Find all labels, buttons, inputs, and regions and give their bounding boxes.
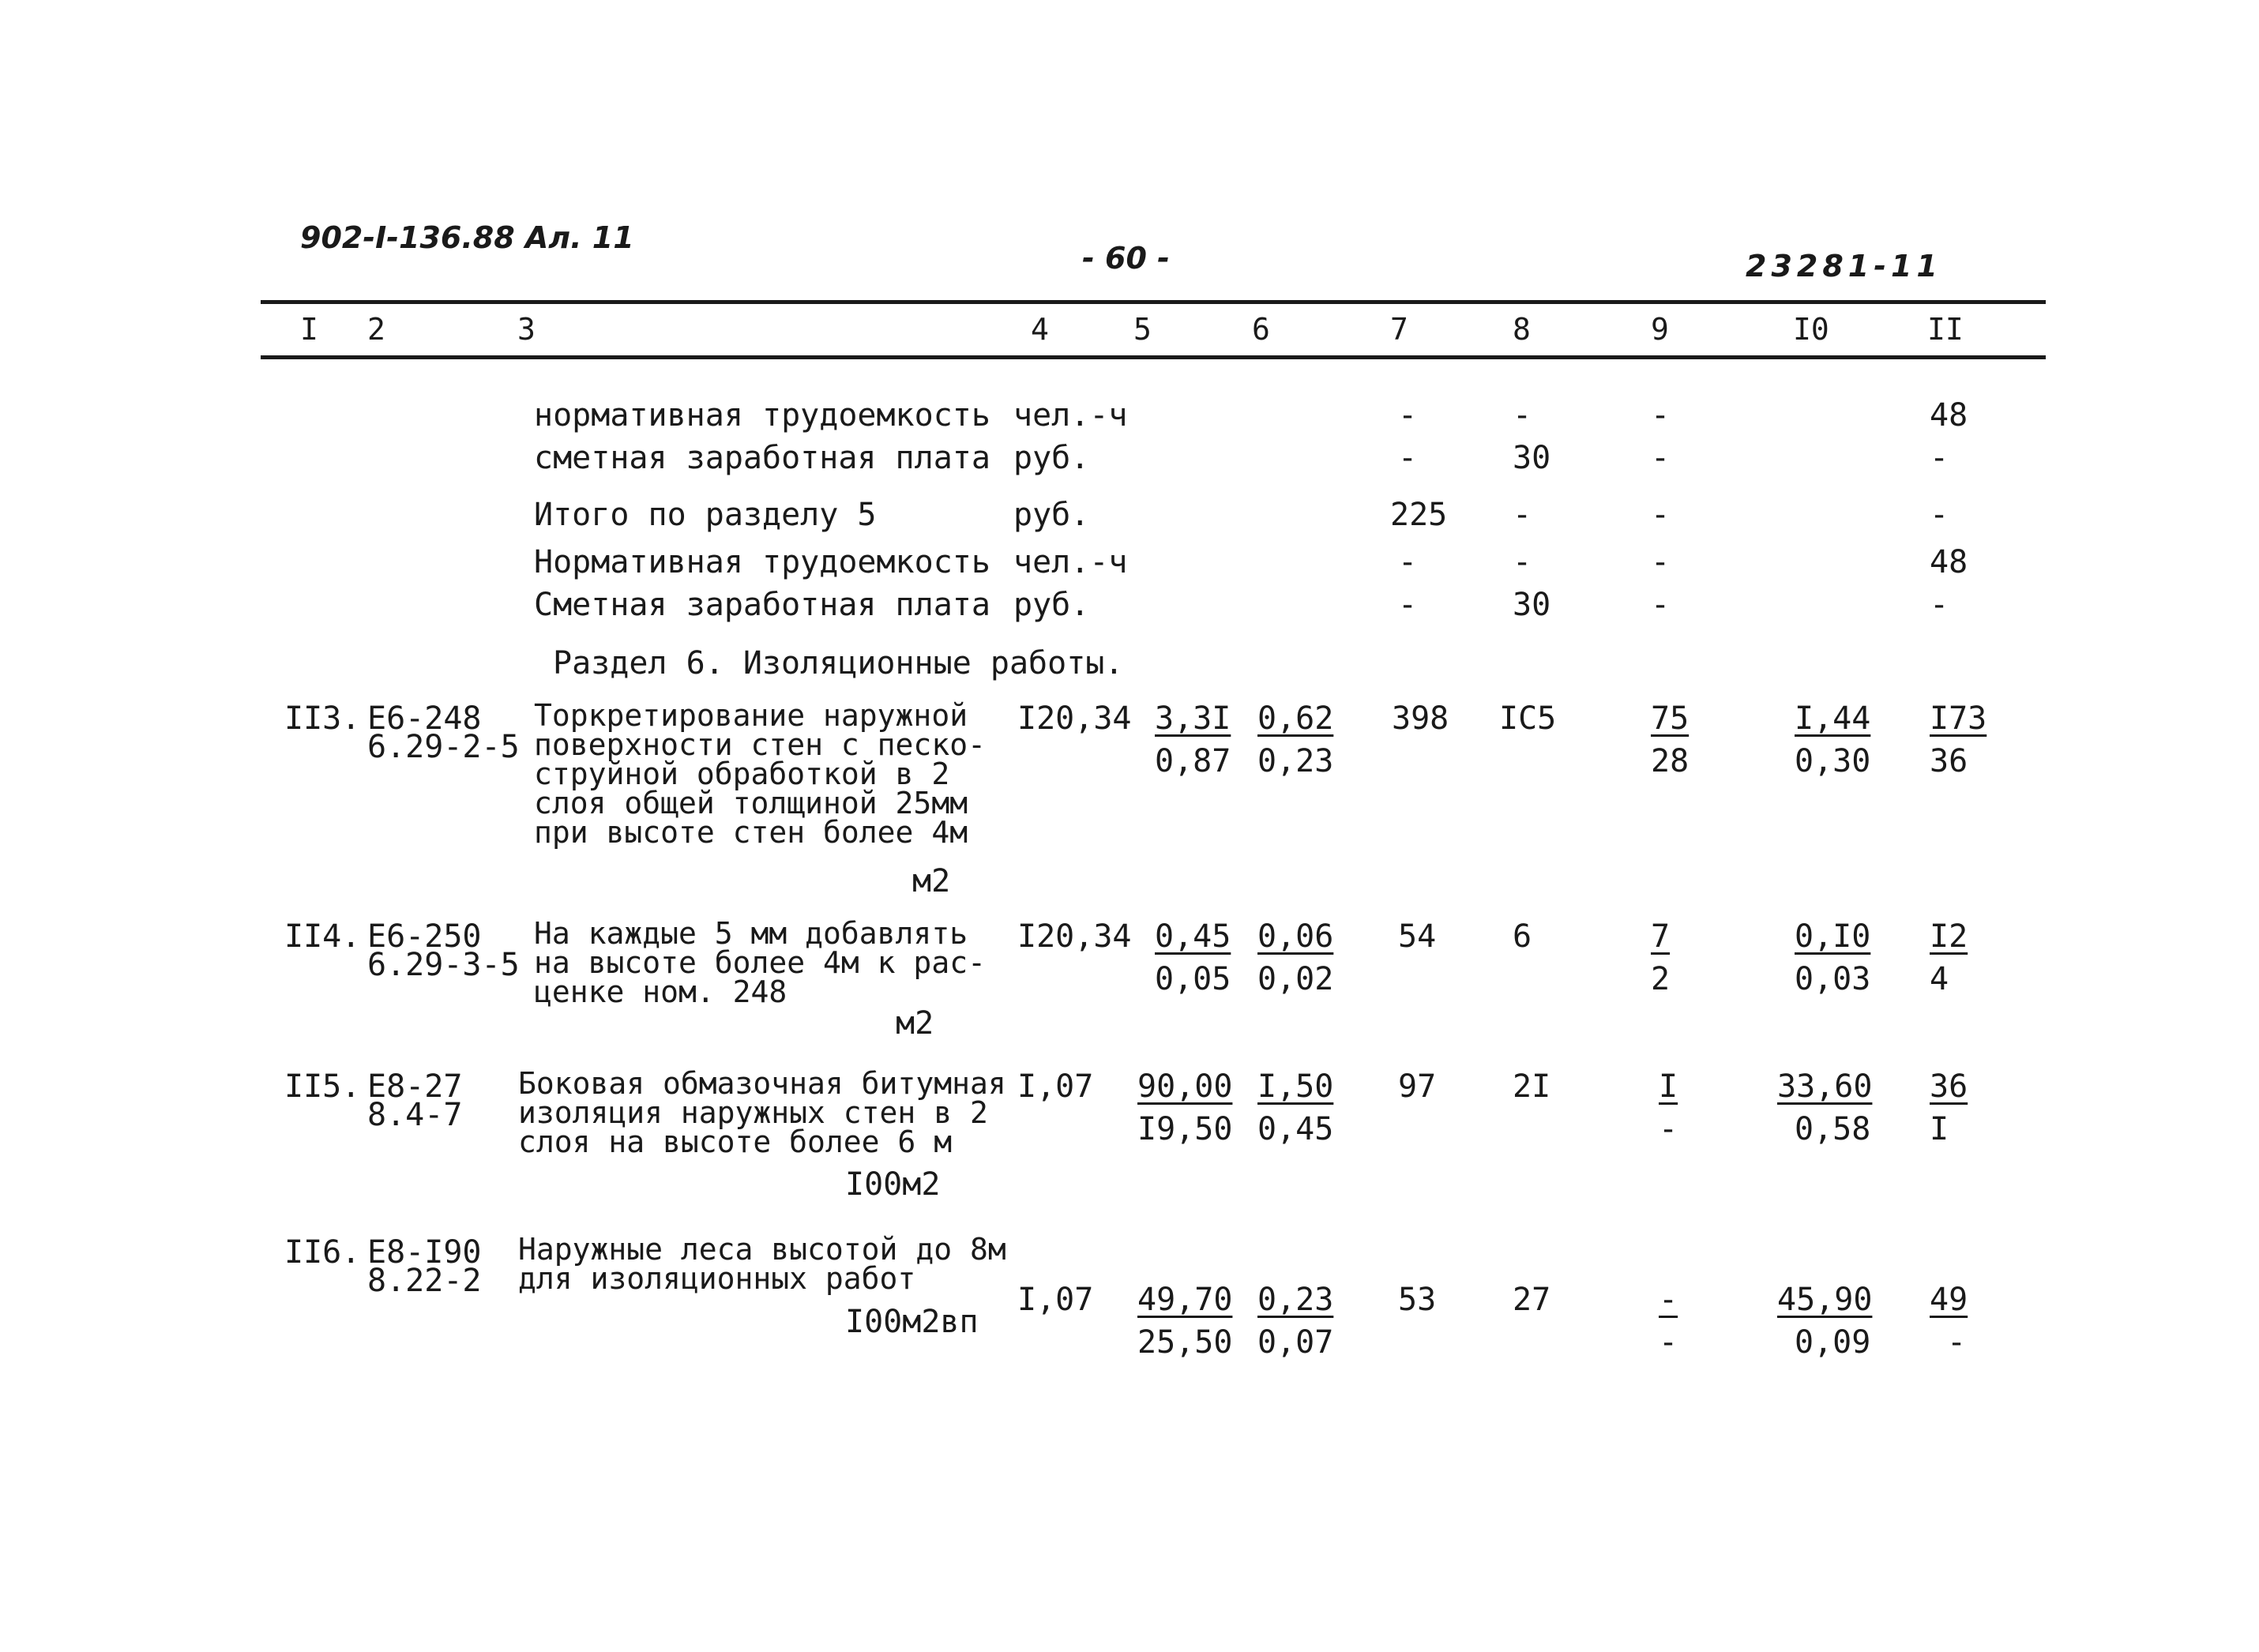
column-header-10: I0 [1793,312,1829,347]
item-col5-top: 0,45 [1155,918,1231,955]
item-col8: 2I [1513,1068,1551,1105]
item-number: II5. [284,1068,361,1105]
section-title: Раздел 6. Изоляционные работы. [553,645,1124,681]
item-col9-bottom: 28 [1651,743,1690,779]
document-code: 902-I-136.88 Ал. 11 [300,220,634,255]
item-col10-bottom: 0,30 [1795,743,1871,779]
column-header-1: I [300,312,318,347]
item-col11-bottom: 4 [1930,961,1949,997]
item-col10-top: 33,60 [1777,1068,1873,1105]
table-header-rule [261,355,2046,359]
item-col10-top: I,44 [1795,700,1871,737]
item-col8: IС5 [1499,700,1557,737]
column-header-8: 8 [1513,312,1531,347]
item-code-primary: Е8-27 [367,1068,463,1105]
item-code-secondary: 6.29-3-5 [367,947,520,983]
summary-col8: 30 [1513,587,1551,623]
summary-col7: - [1398,440,1418,476]
item-code-primary: Е8-I90 [367,1234,482,1271]
item-col11-bottom: I [1930,1111,1949,1147]
item-col9-top: 75 [1651,700,1690,737]
item-unit: I00м2 [845,1166,941,1203]
item-quantity: I20,34 [1017,918,1132,955]
summary-label: нормативная трудоемкость [534,397,990,434]
summary-label: сметная заработная плата [534,440,990,476]
summary-col11: 48 [1930,397,1968,434]
item-col11-top: 49 [1930,1282,1968,1318]
summary-unit: руб. [1013,440,1090,476]
item-col7: 54 [1398,918,1437,955]
item-col7: 97 [1398,1068,1437,1105]
item-col10-top: 45,90 [1777,1282,1873,1318]
item-col9-top: 7 [1651,918,1671,955]
item-col11-top: 36 [1930,1068,1968,1105]
item-col11-top: I2 [1930,918,1968,955]
column-header-9: 9 [1651,312,1669,347]
summary-col11: - [1930,587,1949,623]
item-col9-bottom: - [1659,1324,1678,1361]
item-unit: I00м2вп [845,1304,979,1340]
item-code-secondary: 8.4-7 [367,1097,463,1133]
summary-col7: - [1398,544,1418,580]
table-top-rule [261,300,2046,304]
item-col8: 6 [1513,918,1532,955]
item-col10-bottom: 0,09 [1795,1324,1871,1361]
item-code-secondary: 6.29-2-5 [367,729,520,765]
item-unit: м2 [896,1005,934,1042]
item-col6-top: 0,23 [1257,1282,1334,1318]
item-code-secondary: 8.22-2 [367,1263,482,1299]
summary-label: Итого по разделу 5 [534,497,877,533]
item-description: Наружные леса высотой до 8м для изоляционных работ [518,1232,1006,1296]
summary-col9: - [1651,587,1671,623]
item-number: II4. [284,918,361,955]
summary-col9: - [1651,497,1671,533]
summary-unit: руб. [1013,497,1090,533]
item-description: Боковая обмазочная битумная изоляция наружных стен в 2 слоя на высоте более 6 м [518,1066,1006,1159]
item-col7: 398 [1392,700,1449,737]
item-col11-bottom: - [1947,1324,1967,1361]
item-col10-bottom: 0,58 [1795,1111,1871,1147]
item-col9-top: I [1659,1068,1678,1105]
item-col9-bottom: 2 [1651,961,1671,997]
item-quantity: I20,34 [1017,700,1132,737]
summary-col9: - [1651,397,1671,434]
item-col10-bottom: 0,03 [1795,961,1871,997]
item-col11-bottom: 36 [1930,743,1968,779]
item-unit: м2 [912,863,951,899]
item-code-primary: Е6-250 [367,918,482,955]
item-number: II6. [284,1234,361,1271]
column-header-6: 6 [1252,312,1270,347]
summary-col9: - [1651,440,1671,476]
summary-col9: - [1651,544,1671,580]
item-code-primary: Е6-248 [367,700,482,737]
item-col5-bottom: I9,50 [1137,1111,1233,1147]
column-header-2: 2 [367,312,385,347]
item-description: Торкретирование наружной поверхности стен с песко- струйной обработкой в 2 слоя общей толщиной 25мм при высоте стен более 4м [534,698,986,850]
item-description: На каждые 5 мм добавлять на высоте более 4м к рас- ценке ном. 248 [534,916,986,1009]
column-header-4: 4 [1031,312,1049,347]
item-col5-top: 49,70 [1137,1282,1233,1318]
summary-unit: чел.-ч [1013,397,1128,434]
item-col10-top: 0,I0 [1795,918,1871,955]
summary-label: Сметная заработная плата [534,587,990,623]
item-col8: 27 [1513,1282,1551,1318]
summary-unit: руб. [1013,587,1090,623]
item-col11-top: I73 [1930,700,1987,737]
item-col6-bottom: 0,23 [1257,743,1334,779]
item-col6-bottom: 0,45 [1257,1111,1334,1147]
item-col5-top: 90,00 [1137,1068,1233,1105]
summary-unit: чел.-ч [1013,544,1128,580]
item-col6-bottom: 0,02 [1257,961,1334,997]
inventory-number: 23281-11 [1746,249,1942,283]
page-number: - 60 - [1082,241,1170,276]
item-col6-top: 0,06 [1257,918,1334,955]
item-col6-bottom: 0,07 [1257,1324,1334,1361]
summary-label: Нормативная трудоемкость [534,544,990,580]
item-col7: 53 [1398,1282,1437,1318]
summary-col7: - [1398,397,1418,434]
summary-col11: - [1930,497,1949,533]
item-number: II3. [284,700,361,737]
column-header-7: 7 [1390,312,1408,347]
item-col9-top: - [1659,1282,1678,1318]
summary-col8: - [1513,544,1532,580]
item-quantity: I,07 [1017,1282,1094,1318]
summary-col8: - [1513,497,1532,533]
summary-col11: 48 [1930,544,1968,580]
item-col6-top: I,50 [1257,1068,1334,1105]
summary-col8: - [1513,397,1532,434]
item-col5-bottom: 0,05 [1155,961,1231,997]
summary-col7: - [1398,587,1418,623]
column-header-11: II [1927,312,1964,347]
summary-col8: 30 [1513,440,1551,476]
summary-col7: 225 [1390,497,1448,533]
item-col6-top: 0,62 [1257,700,1334,737]
item-col5-top: 3,3I [1155,700,1231,737]
item-col9-bottom: - [1659,1111,1678,1147]
summary-col11: - [1930,440,1949,476]
item-quantity: I,07 [1017,1068,1094,1105]
column-header-5: 5 [1133,312,1152,347]
item-col5-bottom: 25,50 [1137,1324,1233,1361]
column-header-3: 3 [517,312,536,347]
item-col5-bottom: 0,87 [1155,743,1231,779]
